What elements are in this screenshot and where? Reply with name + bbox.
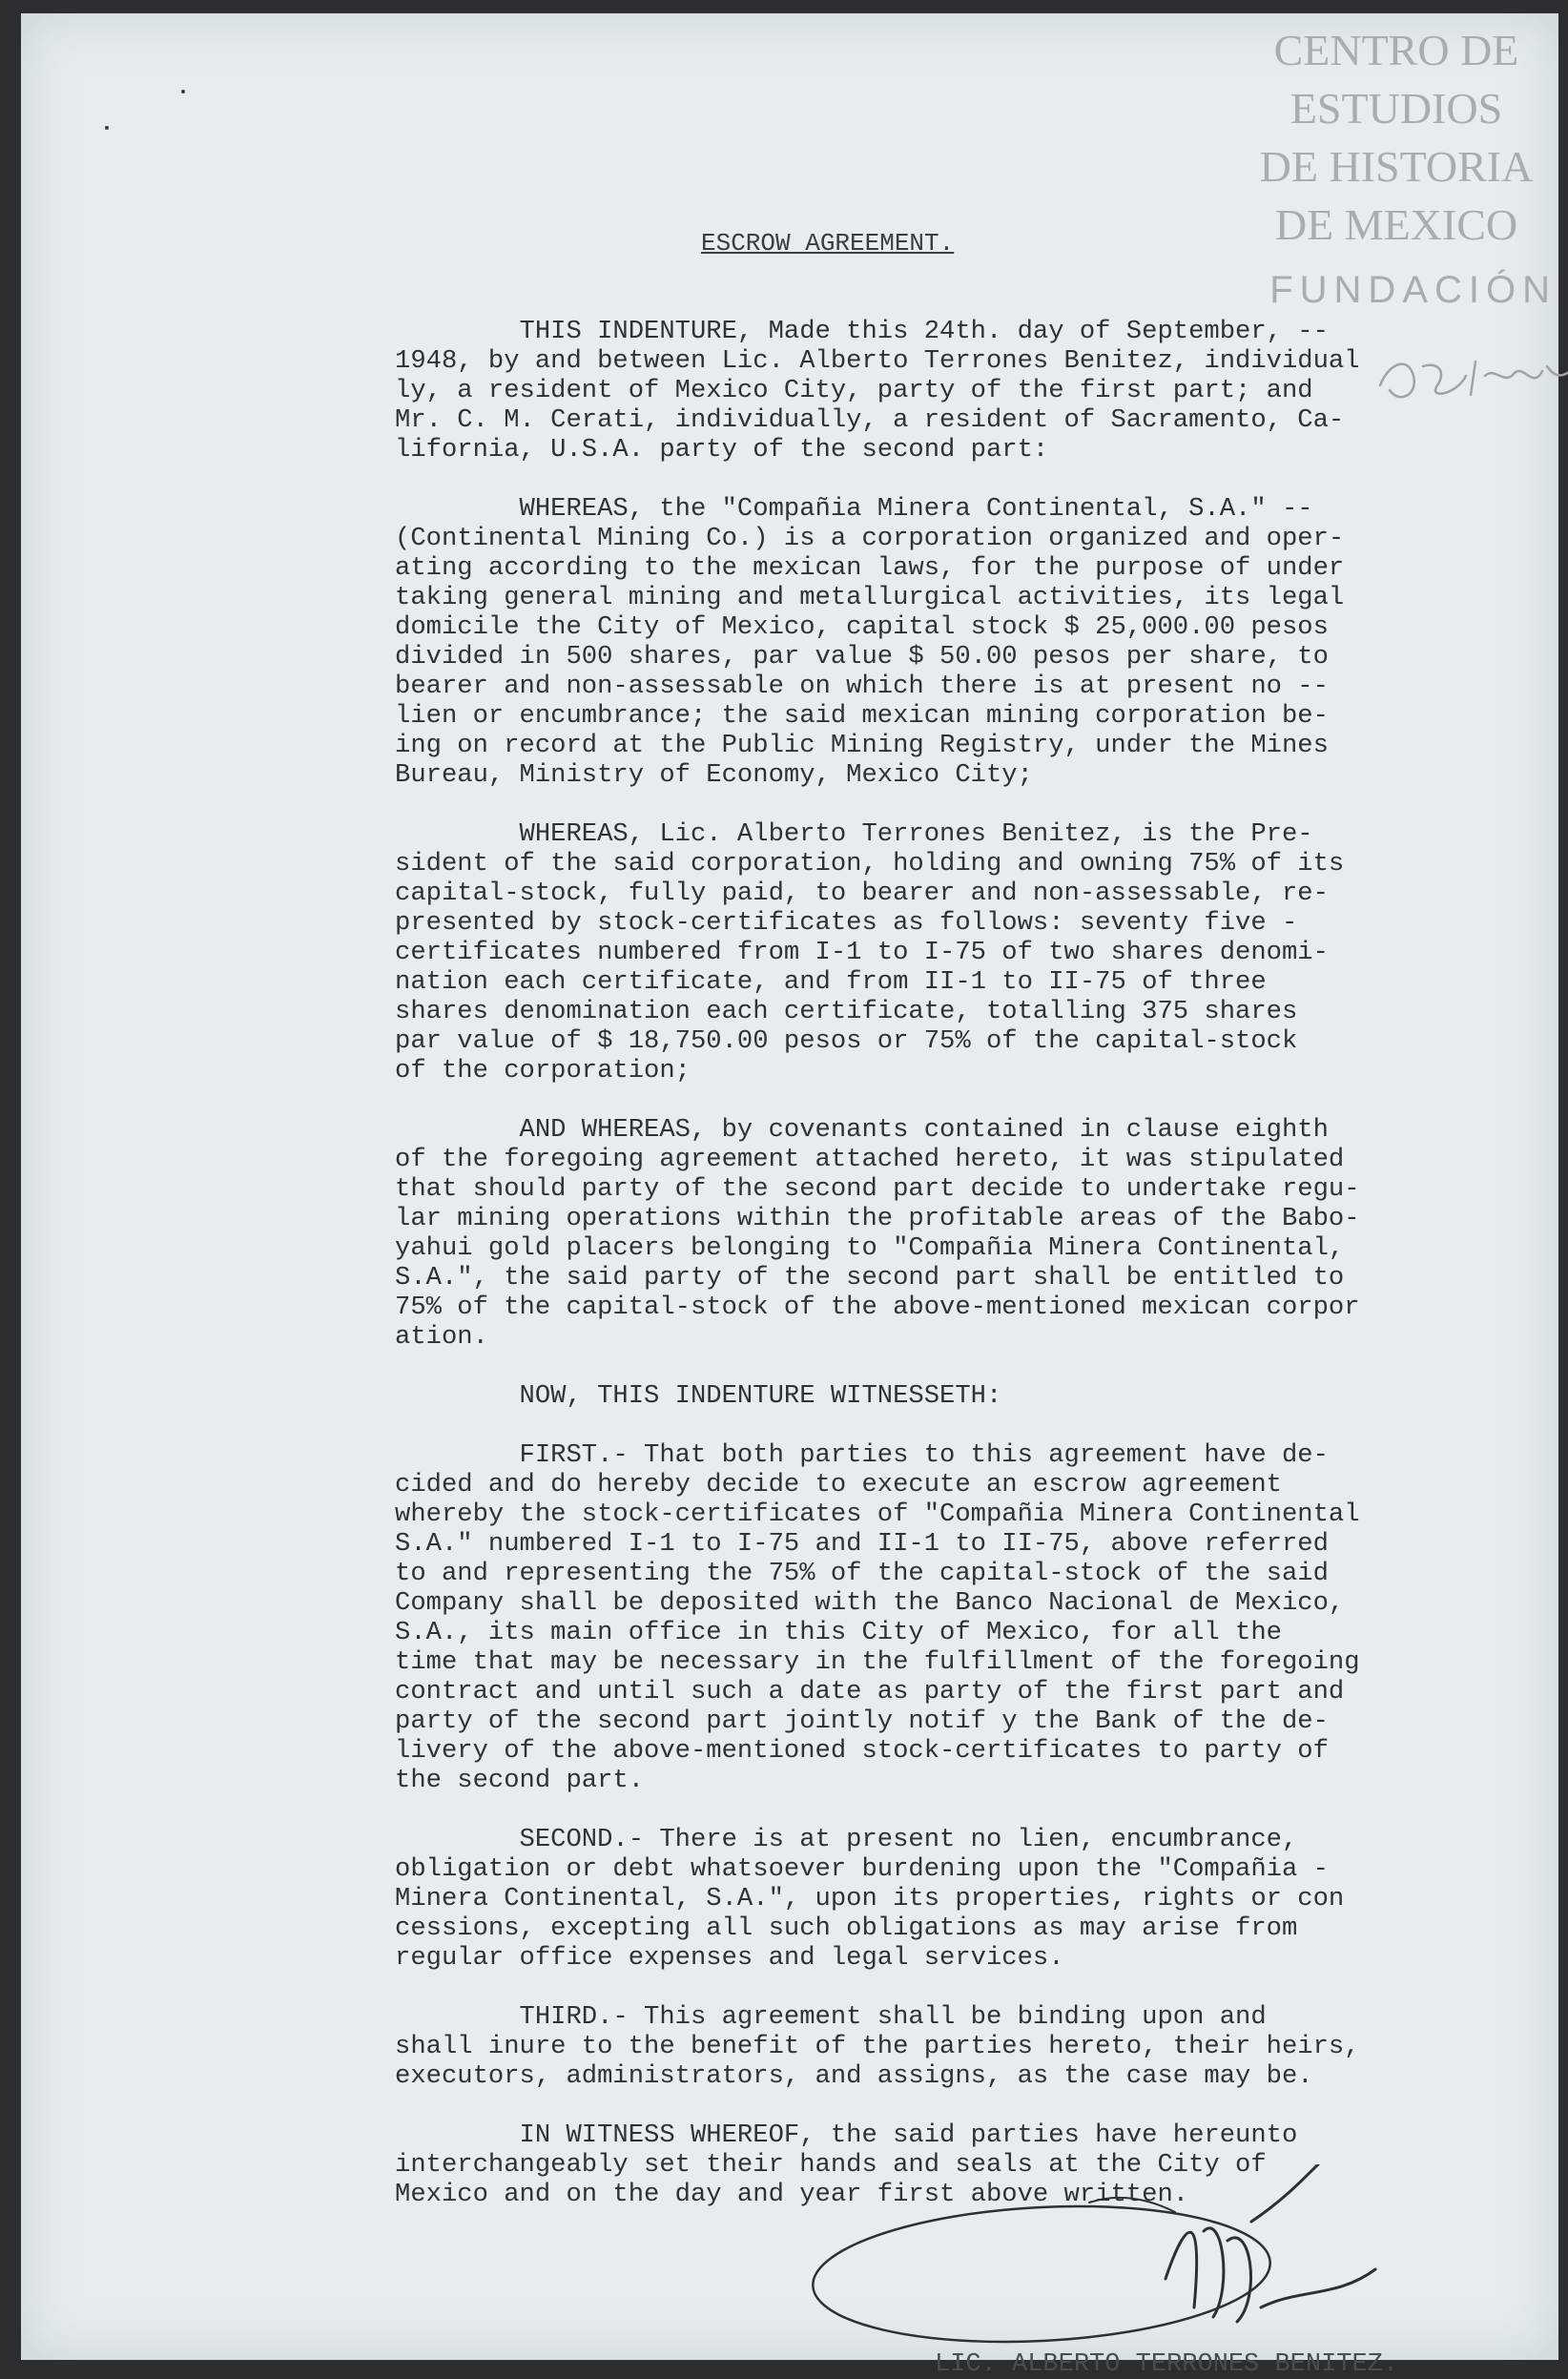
text-line: WHEREAS, the "Compañia Minera Continental, S.A." -- bbox=[395, 494, 1313, 524]
stamp-line: DE MEXICO bbox=[1274, 200, 1518, 249]
text-line: Mexico and on the day and year first above written. bbox=[395, 2180, 1189, 2209]
text-line: regular office expenses and legal services. bbox=[395, 1943, 1064, 1973]
text-line: party of the second part jointly notif y the Bank of the de- bbox=[395, 1707, 1329, 1736]
text-line: sident of the said corporation, holding and owning 75% of its bbox=[395, 849, 1345, 879]
paragraph-second bbox=[395, 1825, 1520, 1973]
stamp-line: DE HISTORIA bbox=[1259, 142, 1534, 191]
signer-name: LIC. ALBERTO TERRONES BENITEZ. bbox=[935, 2350, 1399, 2379]
text-line: taking general mining and metallurgical activities, its legal bbox=[395, 583, 1345, 612]
text-line: Mr. C. M. Cerati, individually, a resident of Sacramento, Ca- bbox=[395, 405, 1345, 435]
text-line: (Continental Mining Co.) is a corporation organized and oper- bbox=[395, 524, 1345, 553]
paragraph-whereas-1 bbox=[395, 494, 1520, 790]
text-line: 75% of the capital-stock of the above-mentioned mexican corpor bbox=[395, 1293, 1360, 1322]
stamp-line: ESTUDIOS bbox=[1289, 84, 1503, 133]
text-line: interchangeably set their hands and seals at the City of bbox=[395, 2150, 1267, 2180]
text-line: the second part. bbox=[395, 1766, 645, 1795]
text-line: contract and until such a date as party of the first part and bbox=[395, 1677, 1345, 1707]
paper-speck bbox=[105, 126, 109, 130]
stamp-line: CENTRO DE bbox=[1273, 26, 1519, 74]
paragraph-whereas-2 bbox=[395, 819, 1520, 1086]
text-line: shall inure to the benefit of the parties hereto, their heirs, bbox=[395, 2032, 1360, 2061]
text-line: capital-stock, fully paid, to bearer and non-assessable, re- bbox=[395, 879, 1329, 908]
document-title: ESCROW AGREEMENT. bbox=[701, 229, 955, 258]
text-line: domicile the City of Mexico, capital stock $ 25,000.00 pesos bbox=[395, 612, 1329, 642]
text-line: ly, a resident of Mexico City, party of the first part; and bbox=[395, 376, 1313, 405]
paragraph-third bbox=[395, 2002, 1520, 2091]
stamp-foundation: FUNDACIÓN bbox=[1269, 269, 1557, 311]
text-line: yahui gold placers belonging to "Compañia Minera Continental, bbox=[395, 1233, 1345, 1263]
text-line: ation. bbox=[395, 1322, 488, 1352]
text-line: whereby the stock-certificates of "Compañia Minera Continental bbox=[395, 1500, 1360, 1529]
text-line: livery of the above-mentioned stock-certificates to party of bbox=[395, 1736, 1329, 1766]
text-line: executors, administrators, and assigns, as the case may be. bbox=[395, 2061, 1313, 2091]
text-line: nation each certificate, and from II-1 to II-75 of three bbox=[395, 967, 1267, 997]
text-line: Bureau, Ministry of Economy, Mexico City; bbox=[395, 760, 1033, 790]
document-page bbox=[21, 13, 1558, 2379]
paper-speck bbox=[181, 90, 185, 93]
text-line: NOW, THIS INDENTURE WITNESSETH: bbox=[395, 1381, 1002, 1411]
text-line: IN WITNESS WHEREOF, the said parties have hereunto bbox=[395, 2120, 1298, 2150]
document-body bbox=[395, 317, 1520, 2239]
text-line: divided in 500 shares, par value $ 50.00 pesos per share, to bbox=[395, 642, 1329, 672]
text-line: ating according to the mexican laws, for the purpose of under bbox=[395, 553, 1345, 583]
text-line: presented by stock-certificates as follows: seventy five - bbox=[395, 908, 1298, 938]
text-line: lifornia, U.S.A. party of the second part: bbox=[395, 435, 1049, 465]
text-line: lar mining operations within the profitable areas of the Babo- bbox=[395, 1204, 1360, 1233]
text-line: certificates numbered from I-1 to I-75 of two shares denomi- bbox=[395, 938, 1329, 967]
text-line: that should party of the second part decide to undertake regu- bbox=[395, 1174, 1360, 1204]
paragraph-first bbox=[395, 1440, 1520, 1795]
text-line: lien or encumbrance; the said mexican mining corporation be- bbox=[395, 701, 1329, 731]
text-line: obligation or debt whatsoever burdening upon the "Compañia - bbox=[395, 1854, 1329, 1884]
text-line: of the foregoing agreement attached hereto, it was stipulated bbox=[395, 1145, 1345, 1174]
paragraph-whereas-3 bbox=[395, 1115, 1520, 1352]
text-line: 1948, by and between Lic. Alberto Terrones Benitez, individual bbox=[395, 346, 1360, 376]
text-line: S.A., its main office in this City of Mexico, for all the bbox=[395, 1618, 1282, 1647]
text-line: ing on record at the Public Mining Registry, under the Mines bbox=[395, 731, 1329, 760]
text-line: to and representing the 75% of the capital-stock of the said bbox=[395, 1559, 1329, 1588]
text-line: bearer and non-assessable on which there is at present no -- bbox=[395, 672, 1329, 701]
text-line: THIRD.- This agreement shall be binding upon and bbox=[395, 2002, 1267, 2032]
text-line: par value of $ 18,750.00 pesos or 75% of the capital-stock bbox=[395, 1026, 1298, 1056]
handwritten-signature bbox=[803, 2164, 1490, 2365]
paragraph-witnesseth bbox=[395, 1381, 1520, 1411]
text-line: FIRST.- That both parties to this agreement have de- bbox=[395, 1440, 1329, 1470]
text-line: Company shall be deposited with the Banco Nacional de Mexico, bbox=[395, 1588, 1345, 1618]
text-line: THIS INDENTURE, Made this 24th. day of September, -- bbox=[395, 317, 1329, 346]
text-line: of the corporation; bbox=[395, 1056, 691, 1086]
text-line: S.A." numbered I-1 to I-75 and II-1 to II-75, above referred bbox=[395, 1529, 1329, 1559]
archive-stamp bbox=[1253, 21, 1539, 254]
text-line: SECOND.- There is at present no lien, encumbrance, bbox=[395, 1825, 1298, 1854]
text-line: shares denomination each certificate, totalling 375 shares bbox=[395, 997, 1298, 1026]
text-line: AND WHEREAS, by covenants contained in clause eighth bbox=[395, 1115, 1329, 1145]
text-line: WHEREAS, Lic. Alberto Terrones Benitez, is the Pre- bbox=[395, 819, 1313, 849]
text-line: cided and do hereby decide to execute an escrow agreement bbox=[395, 1470, 1282, 1500]
text-line: time that may be necessary in the fulfillment of the foregoing bbox=[395, 1647, 1360, 1677]
text-line: S.A.", the said party of the second part shall be entitled to bbox=[395, 1263, 1345, 1293]
text-line: cessions, excepting all such obligations as may arise from bbox=[395, 1914, 1298, 1943]
text-line: Minera Continental, S.A.", upon its properties, rights or con bbox=[395, 1884, 1345, 1914]
paragraph-intro bbox=[395, 317, 1520, 465]
